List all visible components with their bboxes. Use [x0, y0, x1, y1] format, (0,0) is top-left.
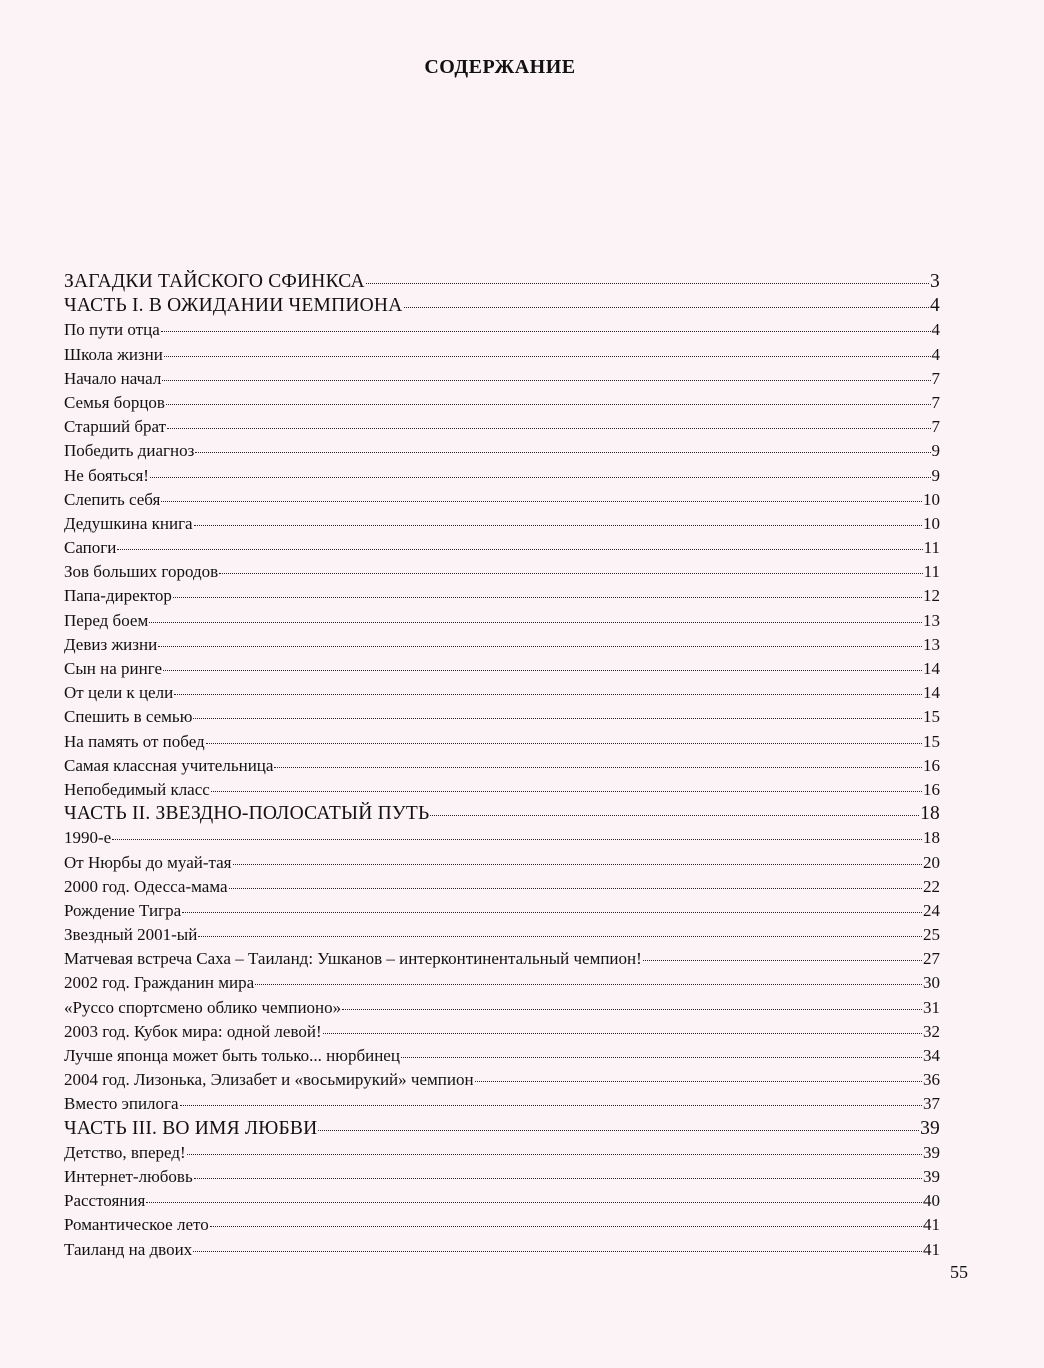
toc-entry-title: Победить диагноз: [64, 441, 195, 461]
toc-entry-title: ЧАСТЬ I. В ОЖИДАНИИ ЧЕМПИОНА: [64, 295, 403, 317]
toc-entry-page: 39: [923, 1142, 940, 1162]
toc-entry-title: От Нюрбы до муай-тая: [64, 852, 232, 872]
toc-entry-title: Звездный 2001-ый: [64, 925, 198, 945]
toc-entry-title: Романтическое лето: [64, 1215, 209, 1235]
toc-entry-page: 34: [923, 1046, 940, 1065]
toc-leader-dots: [162, 380, 930, 381]
toc-part-entry: [64, 1117, 940, 1141]
toc-entry: [64, 415, 940, 439]
toc-leader-dots: [366, 283, 929, 284]
toc-entry-title: Рождение Тигра: [64, 900, 182, 920]
toc-entry-title: ЗАГАДКИ ТАЙСКОГО СФИНКСА: [64, 271, 365, 292]
toc-entry: [64, 1044, 940, 1068]
toc-entry: [64, 633, 940, 657]
toc-leader-dots: [167, 428, 930, 429]
toc-entry-title: 1990-е: [64, 828, 112, 848]
toc-entry: [64, 754, 940, 778]
toc-entry-title: Зов больших городов: [64, 562, 219, 582]
toc-entry: [64, 343, 940, 367]
toc-leader-dots: [112, 839, 922, 840]
toc-entry: [64, 1092, 940, 1116]
toc-entry-title: Сапоги: [64, 538, 117, 558]
toc-entry: [64, 826, 940, 850]
toc-entry-page: 4: [931, 320, 940, 340]
toc-leader-dots: [158, 646, 922, 647]
toc-entry: [64, 657, 940, 681]
toc-entry: [64, 730, 940, 754]
toc-entry-title: Непобедимый класс: [64, 779, 210, 799]
toc-entry-page: 37: [923, 1094, 940, 1114]
toc-entry-page: 32: [923, 1021, 940, 1041]
toc-leader-dots: [401, 1057, 922, 1058]
toc-entry: [64, 996, 940, 1020]
table-of-contents: [64, 270, 940, 1262]
toc-entry-title: Таиланд на двоих: [64, 1239, 193, 1259]
toc-entry: [64, 560, 940, 584]
toc-entry: [64, 488, 940, 512]
toc-entry: [64, 584, 940, 608]
toc-part-entry: [64, 294, 940, 318]
toc-leader-dots: [194, 525, 922, 526]
toc-leader-dots: [475, 1081, 922, 1082]
toc-leader-dots: [149, 622, 922, 623]
toc-entry-page: 9: [931, 465, 940, 485]
toc-leader-dots: [193, 1251, 922, 1252]
toc-entry: [64, 1238, 940, 1262]
toc-entry-title: Старший брат: [64, 417, 167, 437]
toc-entry-title: Сын на ринге: [64, 659, 162, 678]
toc-leader-dots: [210, 1226, 922, 1227]
toc-entry: [64, 1213, 940, 1237]
toc-entry: [64, 318, 940, 342]
toc-entry: [64, 851, 940, 875]
toc-entry: [64, 536, 940, 560]
toc-entry-page: 10: [923, 513, 940, 533]
toc-leader-dots: [219, 573, 922, 574]
toc-entry: [64, 1189, 940, 1213]
toc-entry-title: Вместо эпилога: [64, 1094, 179, 1114]
toc-leader-dots: [274, 767, 922, 768]
toc-leader-dots: [146, 1202, 922, 1203]
toc-entry-page: 18: [923, 828, 940, 848]
toc-leader-dots: [206, 743, 922, 744]
toc-entry-title: По пути отца: [64, 320, 160, 340]
toc-entry-page: 13: [923, 634, 940, 654]
toc-leader-dots: [643, 960, 922, 961]
toc-entry-title: Самая классная учительница: [64, 755, 274, 775]
toc-entry: [64, 971, 940, 995]
toc-entry: [64, 512, 940, 536]
toc-leader-dots: [194, 1178, 922, 1179]
toc-entry-page: 11: [923, 538, 940, 558]
toc-leader-dots: [195, 452, 930, 453]
toc-leader-dots: [161, 331, 931, 332]
toc-entry-page: 15: [923, 731, 940, 751]
toc-entry-page: 3: [930, 271, 940, 292]
toc-entry-page: 7: [931, 368, 940, 388]
toc-entry-page: 22: [923, 876, 940, 896]
toc-leader-dots: [229, 888, 922, 889]
toc-entry-page: 14: [923, 683, 940, 703]
toc-entry-title: Девиз жизни: [64, 634, 158, 654]
toc-leader-dots: [174, 694, 922, 695]
toc-entry: [64, 609, 940, 633]
toc-entry-page: 7: [931, 417, 940, 437]
page-number: 55: [950, 1262, 968, 1282]
toc-entry-page: 39: [923, 1166, 940, 1186]
toc-leader-dots: [404, 307, 930, 308]
toc-leader-dots: [161, 501, 922, 502]
toc-entry-title: ЧАСТЬ II. ЗВЕЗДНО-ПОЛОСАТЫЙ ПУТЬ: [64, 803, 430, 825]
toc-entry: [64, 391, 940, 415]
toc-entry-page: 14: [923, 659, 940, 678]
toc-entry-title: 2000 год. Одесса-мама: [64, 876, 228, 896]
toc-entry-title: 2003 год. Кубок мира: одной левой!: [64, 1021, 322, 1041]
toc-leader-dots: [193, 718, 922, 719]
toc-entry-page: 11: [923, 562, 940, 582]
toc-part-entry: [64, 802, 940, 826]
toc-leader-dots: [166, 404, 931, 405]
toc-entry: [64, 1141, 940, 1165]
toc-leader-dots: [255, 984, 922, 985]
toc-entry-title: «Руссо спортсмено облико чемпионо»: [64, 997, 342, 1017]
toc-leader-dots: [233, 864, 923, 865]
toc-entry-title: Не бояться!: [64, 465, 149, 485]
toc-entry-title: Слепить себя: [64, 489, 161, 509]
toc-entry: [64, 947, 940, 971]
toc-leader-dots: [173, 597, 922, 598]
toc-entry-page: 41: [923, 1239, 940, 1259]
toc-entry-page: 20: [923, 852, 940, 872]
toc-entry: [64, 875, 940, 899]
toc-leader-dots: [211, 791, 922, 792]
toc-entry: [64, 778, 940, 802]
toc-entry-page: 16: [923, 755, 940, 775]
toc-leader-dots: [323, 1033, 922, 1034]
toc-entry-page: 12: [923, 586, 940, 606]
toc-entry-title: Спешить в семью: [64, 707, 193, 727]
toc-entry-page: 10: [923, 489, 940, 509]
toc-entry-title: 2002 год. Гражданин мира: [64, 973, 255, 993]
toc-entry: [64, 439, 940, 463]
toc-entry-title: Интернет-любовь: [64, 1166, 193, 1186]
toc-entry: [64, 899, 940, 923]
toc-entry: [64, 1020, 940, 1044]
toc-leader-dots: [117, 549, 922, 550]
toc-entry-title: Папа-директор: [64, 586, 172, 606]
toc-entry-title: Лучше японца может быть только... нюрбинец: [64, 1046, 400, 1065]
toc-entry-page: 24: [923, 900, 940, 920]
toc-leader-dots: [198, 936, 922, 937]
toc-entry-page: 40: [923, 1191, 940, 1211]
toc-entry: [64, 923, 940, 947]
toc-entry-title: От цели к цели: [64, 683, 174, 703]
toc-entry-page: 30: [923, 973, 940, 993]
toc-leader-dots: [150, 477, 931, 478]
toc-entry-page: 27: [923, 949, 940, 969]
toc-entry-page: 31: [923, 997, 940, 1017]
toc-entry-page: 13: [923, 610, 940, 630]
toc-entry-title: Перед боем: [64, 610, 149, 630]
toc-entry-page: 4: [930, 295, 940, 317]
toc-leader-dots: [164, 356, 931, 357]
toc-entry-page: 18: [920, 803, 940, 825]
toc-entry-page: 9: [931, 441, 940, 461]
toc-entry: [64, 1068, 940, 1092]
toc-entry-page: 4: [931, 344, 940, 364]
toc-entry-page: 36: [923, 1070, 940, 1090]
toc-entry-title: Детство, вперед!: [64, 1142, 186, 1162]
toc-entry-title: Дедушкина книга: [64, 513, 193, 533]
toc-entry-title: Семья борцов: [64, 392, 165, 412]
toc-entry-title: Матчевая встреча Саха – Таиланд: Ушканов – интерконтинентальный чемпион!: [64, 949, 642, 969]
toc-entry-title: 2004 год. Лизонька, Элизабет и «восьмирукий» чемпион: [64, 1070, 474, 1090]
toc-entry-title: Начало начал: [64, 368, 162, 388]
toc-entry: [64, 1165, 940, 1189]
toc-leader-dots: [163, 670, 922, 671]
toc-entry-page: 25: [923, 925, 940, 945]
toc-entry-title: Расстояния: [64, 1191, 146, 1211]
toc-entry-title: ЧАСТЬ III. ВО ИМЯ ЛЮБВИ: [64, 1117, 318, 1139]
toc-entry: [64, 681, 940, 705]
toc-entry-page: 15: [923, 707, 940, 727]
toc-entry-title: На память от побед: [64, 731, 205, 751]
toc-entry: [64, 705, 940, 729]
toc-leader-dots: [182, 912, 922, 913]
toc-entry-page: 7: [931, 392, 940, 412]
toc-entry-title: Школа жизни: [64, 344, 163, 364]
toc-leader-dots: [180, 1105, 922, 1106]
toc-entry-page: 16: [923, 779, 940, 799]
toc-entry: [64, 464, 940, 488]
toc-leader-dots: [318, 1130, 919, 1131]
toc-entry: [64, 367, 940, 391]
toc-leader-dots: [430, 815, 919, 816]
toc-leader-dots: [342, 1009, 922, 1010]
toc-part-entry: [64, 270, 940, 294]
toc-entry-page: 41: [923, 1215, 940, 1235]
toc-entry-page: 39: [920, 1117, 940, 1139]
toc-leader-dots: [187, 1154, 922, 1155]
page-title: СОДЕРЖАНИЕ: [424, 56, 576, 78]
